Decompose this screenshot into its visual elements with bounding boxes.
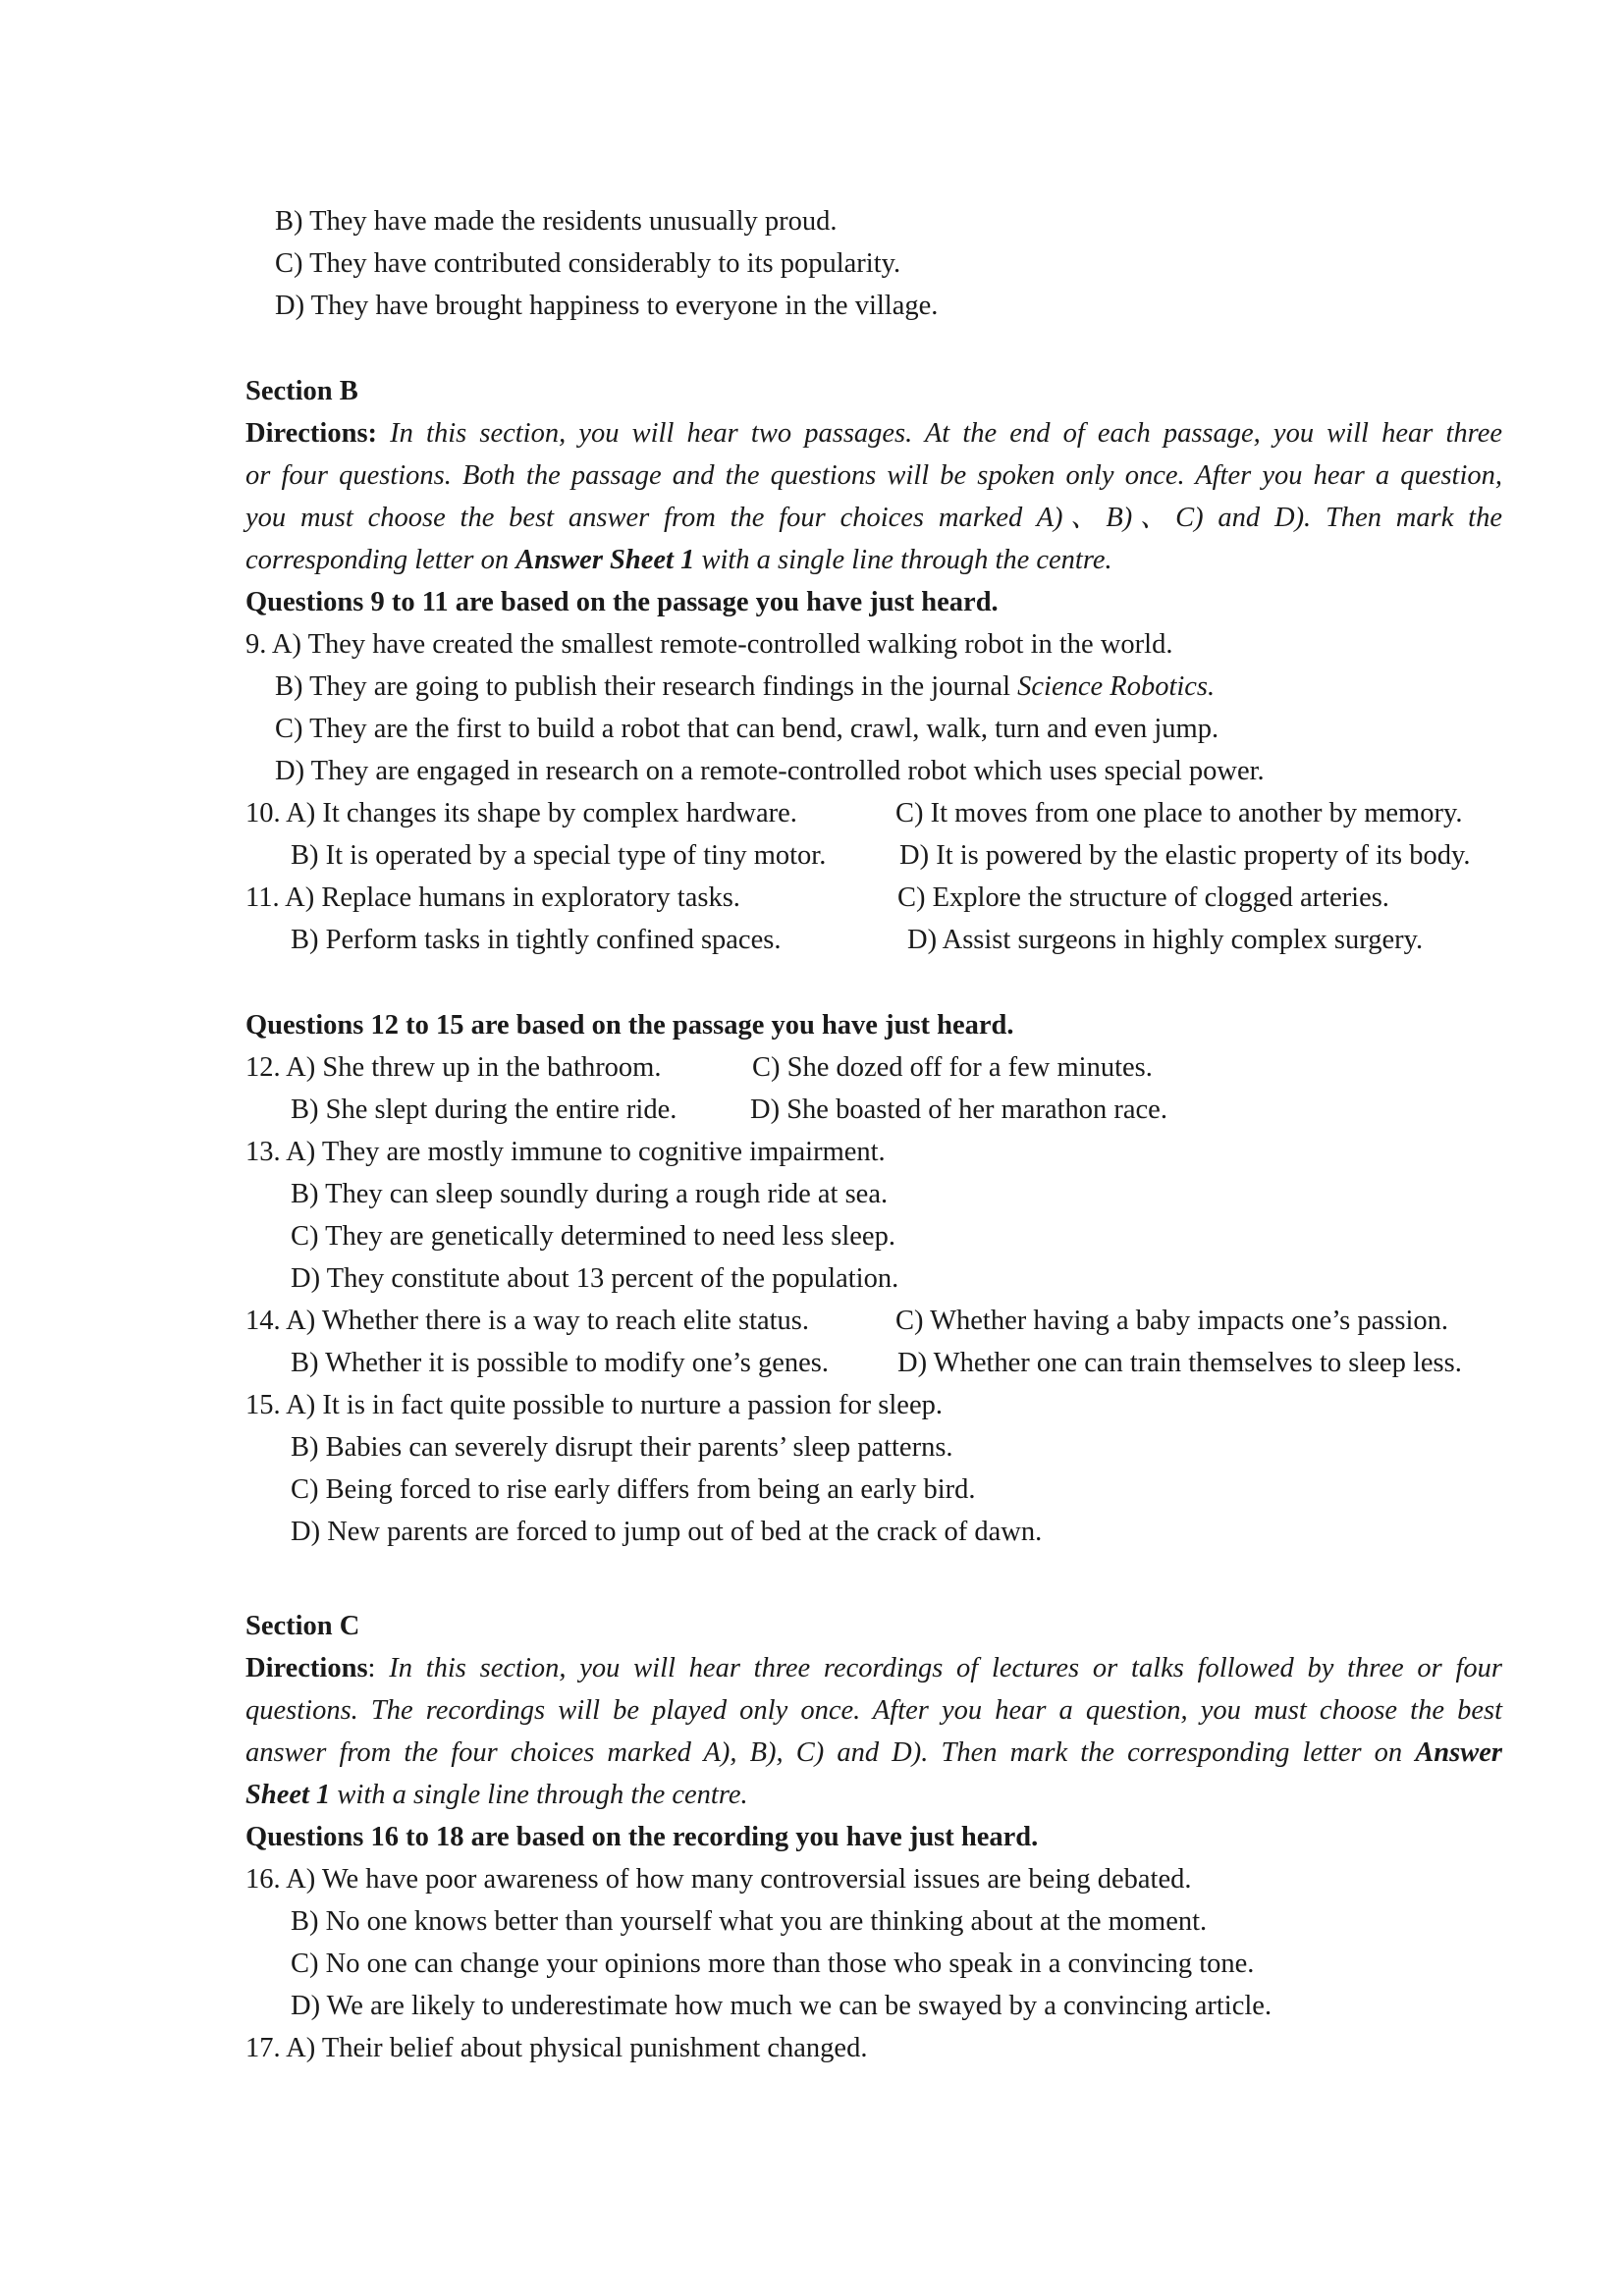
question-11-option-d: D) Assist surgeons in highly complex surgery. <box>907 925 1424 955</box>
directions-line <box>245 420 1502 449</box>
question-9-option-b: B) They are going to publish their research findings in the journal Science Robotics. <box>275 671 1216 702</box>
question-group-heading: Questions 12 to 15 are based on the passage you have just heard. <box>245 1010 1014 1041</box>
question-16-option-c: C) No one can change your opinions more than those who speak in a convincing tone. <box>291 1949 1255 1979</box>
question-16-option-b: B) No one knows better than yourself what you are thinking about at the moment. <box>291 1906 1208 1937</box>
question-group-heading: Questions 9 to 11 are based on the passage you have just heard. <box>245 587 999 617</box>
question-9-option-c: C) They are the first to build a robot that can bend, crawl, walk, turn and even jump. <box>275 714 1219 744</box>
answer-sheet-ref: Sheet 1 <box>245 1780 331 1810</box>
question-13-option-c: C) They are genetically determined to need less sleep. <box>291 1221 895 1252</box>
question-15-option-c: C) Being forced to rise early differs from being an early bird. <box>291 1474 976 1505</box>
question-15-option-d: D) New parents are forced to jump out of bed at the crack of dawn. <box>291 1517 1043 1547</box>
question-12-option-c: C) She dozed off for a few minutes. <box>752 1052 1153 1083</box>
question-13-option-b: B) They can sleep soundly during a rough ride at sea. <box>291 1179 889 1209</box>
question-9-option-a: 9. A) They have created the smallest remote-controlled walking robot in the world. <box>245 629 1173 660</box>
directions-line: Sheet 1 with a single line through the centre. <box>245 1780 748 1810</box>
section-title: Section C <box>245 1611 360 1641</box>
journal-title: Science Robotics. <box>1017 671 1216 702</box>
directions-text: In this section, you will hear three recordings of lectures or talks followed by three or four <box>375 1653 1502 1683</box>
directions-line: corresponding letter on Answer Sheet 1 with a single line through the centre. <box>245 545 1112 575</box>
question-12-option-a: 12. A) She threw up in the bathroom. <box>245 1052 662 1083</box>
option-line: D) They have brought happiness to everyone in the village. <box>275 291 939 321</box>
question-11-option-b: B) Perform tasks in tightly confined spaces. <box>291 925 782 955</box>
question-12-option-d: D) She boasted of her marathon race. <box>750 1095 1167 1125</box>
question-14-option-d: D) Whether one can train themselves to sleep less. <box>897 1348 1462 1378</box>
question-15-option-b: B) Babies can severely disrupt their parents’ sleep patterns. <box>291 1432 953 1463</box>
question-group-heading: Questions 16 to 18 are based on the recording you have just heard. <box>245 1822 1039 1852</box>
question-10-option-c: C) It moves from one place to another by memory. <box>895 798 1463 828</box>
question-12-option-b: B) She slept during the entire ride. <box>291 1095 677 1125</box>
answer-sheet-ref: Answer Sheet 1 <box>515 545 695 575</box>
question-16-option-d: D) We are likely to underestimate how much we can be swayed by a convincing article. <box>291 1991 1272 2021</box>
question-10-option-a: 10. A) It changes its shape by complex hardware. <box>245 798 797 828</box>
question-10-option-b: B) It is operated by a special type of tiny motor. <box>291 840 827 871</box>
directions-line: you must choose the best answer from the four choices marked A)、B)、C) and D). Then mark the <box>245 503 1502 533</box>
question-11-option-c: C) Explore the structure of clogged arteries. <box>897 882 1389 913</box>
directions-label: Directions: <box>245 418 378 449</box>
directions-label: Directions <box>245 1653 368 1683</box>
question-10-option-d: D) It is powered by the elastic property of its body. <box>899 840 1471 871</box>
question-14-option-a: 14. A) Whether there is a way to reach elite status. <box>245 1306 810 1336</box>
question-11-option-a: 11. A) Replace humans in exploratory tasks. <box>245 882 740 913</box>
directions-line: or four questions. Both the passage and the questions will be spoken only once. After you hear a question, <box>245 460 1502 491</box>
question-14-option-b: B) Whether it is possible to modify one’s genes. <box>291 1348 830 1378</box>
directions-line: answer from the four choices marked A), B), C) and D). Then mark the corresponding letter on Answer <box>245 1737 1502 1768</box>
question-15-option-a: 15. A) It is in fact quite possible to nurture a passion for sleep. <box>245 1390 943 1420</box>
directions-line: Directions: In this section, you will hear three recordings of lectures or talks followed by three or four <box>245 1653 1502 1683</box>
question-13-option-a: 13. A) They are mostly immune to cognitive impairment. <box>245 1137 886 1167</box>
question-14-option-c: C) Whether having a baby impacts one’s passion. <box>895 1306 1449 1336</box>
question-17-option-a: 17. A) Their belief about physical punishment changed. <box>245 2033 868 2063</box>
question-9-option-d: D) They are engaged in research on a remote-controlled robot which uses special power. <box>275 756 1265 786</box>
directions-text: In this section, you will hear two passages. At the end of each passage, you will hear three <box>377 418 1502 449</box>
directions-line: questions. The recordings will be played only once. After you hear a question, you must choose the best <box>245 1695 1502 1726</box>
answer-sheet-ref: Answer <box>1415 1737 1502 1768</box>
section-title: Section B <box>245 376 358 406</box>
question-16-option-a: 16. A) We have poor awareness of how many controversial issues are being debated. <box>245 1864 1192 1895</box>
option-line: C) They have contributed considerably to its popularity. <box>275 248 901 279</box>
question-13-option-d: D) They constitute about 13 percent of the population. <box>291 1263 899 1294</box>
option-line: B) They have made the residents unusually proud. <box>275 206 838 237</box>
